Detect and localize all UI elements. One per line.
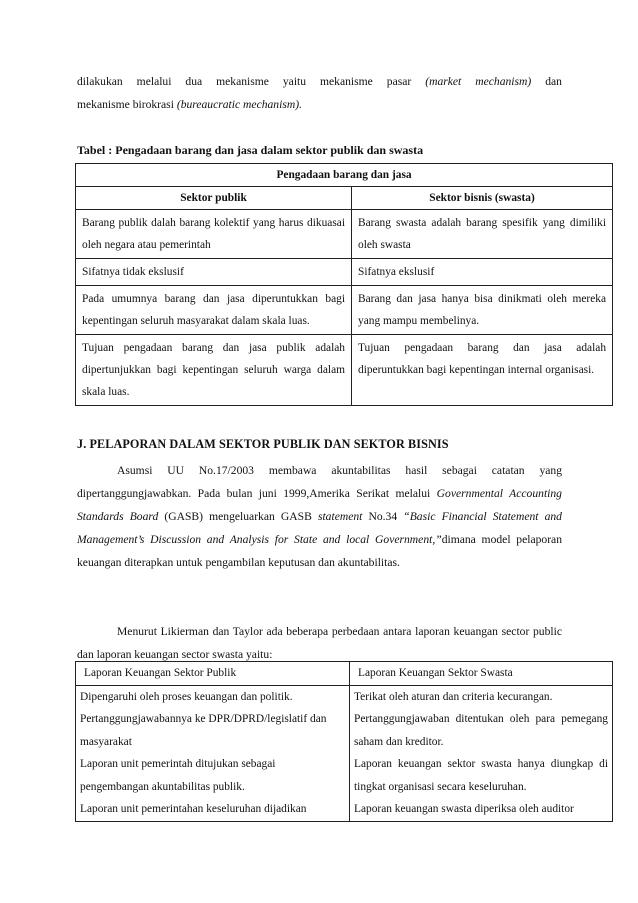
table-row xyxy=(76,286,613,335)
p1-text-a: Asumsi UU No.17/2003 membawa akuntabilitas hasil sebagai catatan yang dipertanggungjawabkan. Pada bulan juni 1999,Amerika Serikat melalui xyxy=(77,464,562,500)
table2-body-public xyxy=(76,685,350,821)
intro-line-2 xyxy=(77,93,562,116)
table2-col-public: Laporan Keuangan Sektor Publik xyxy=(76,662,350,686)
p1-italic-a: Governmental Accounting Standards Board xyxy=(77,487,562,523)
table1-cell-public: Pada umumnya barang dan jasa diperuntukkan bagi kepentingan seluruh masyarakat dalam skala luas. xyxy=(76,286,352,335)
table-row xyxy=(76,259,613,286)
intro-italic-a: (market mechanism) xyxy=(425,75,532,88)
table-row xyxy=(76,210,613,259)
table2-item-public: Dipengaruhi oleh proses keuangan dan politik. xyxy=(80,690,293,703)
table1-cell-private: Barang dan jasa hanya bisa dinikmati oleh mereka yang mampu membelinya. xyxy=(352,286,613,335)
intro-text-b: dan xyxy=(545,75,562,88)
table-row xyxy=(76,685,613,821)
table2-item-private: Pertanggungjawaban ditentukan oleh para pemegang saham dan kreditor. xyxy=(354,713,608,748)
table1-cell-public: Barang publik dalah barang kolektif yang harus dikuasai oleh negara atau pemerintah xyxy=(76,210,352,259)
table1-cell-public: Tujuan pengadaan barang dan jasa publik adalah dipertunjukkan bagi kepentingan seluruh warga dalam skala luas. xyxy=(76,335,352,406)
section-heading: J. PELAPORAN DALAM SEKTOR PUBLIK DAN SEKTOR BISNIS xyxy=(77,437,449,451)
procurement-table xyxy=(75,163,613,406)
report-comparison-table xyxy=(75,661,613,822)
section-paragraph-2: Menurut Likierman dan Taylor ada beberapa perbedaan antara laporan keuangan sector public dan laporan keuangan sector swasta yaitu: xyxy=(77,625,562,661)
p1-text-b: (GASB) mengeluarkan GASB xyxy=(164,510,312,523)
table2-item-public: Laporan unit pemerintahan keseluruhan dijadikan xyxy=(80,803,307,815)
p1-text-c: No.34 xyxy=(368,510,398,523)
table1-header: Pengadaan barang dan jasa xyxy=(76,164,613,187)
intro-text-c: mekanisme birokrasi xyxy=(77,98,174,111)
intro-text-a: dilakukan melalui dua mekanisme yaitu mekanisme pasar xyxy=(77,75,412,88)
table1-cell-private: Barang swasta adalah barang spesifik yang dimiliki oleh swasta xyxy=(352,210,613,259)
table-row xyxy=(76,335,613,406)
table2-item-public: Pertanggungjawabannya ke DPR/DPRD/legislatif dan masyarakat xyxy=(80,713,327,748)
intro-italic-b: (bureaucratic mechanism). xyxy=(176,98,302,111)
table2-item-private: Laporan keuangan swasta diperiksa oleh auditor xyxy=(354,803,574,815)
table1-col-public: Sektor publik xyxy=(76,187,352,210)
table2-item-public: Laporan unit pemerintah ditujukan sebagai pengembangan akuntabilitas publik. xyxy=(80,758,276,793)
table1-caption: Tabel : Pengadaan barang dan jasa dalam sektor publik dan swasta xyxy=(77,143,424,157)
table2-item-private: Laporan keuangan sektor swasta hanya diungkap di tingkat organisasi secara keseluruhan. xyxy=(354,758,608,793)
table1-col-private: Sektor bisnis (swasta) xyxy=(352,187,613,210)
p1-italic-c: “Basic Financial Statement and Management’s Discussion and Analysis for State and local Government,” xyxy=(77,510,562,546)
table2-item-private: Terikat oleh aturan dan criteria kecurangan. xyxy=(354,690,553,703)
table1-cell-private: Sifatnya ekslusif xyxy=(352,259,613,286)
table1-cell-private: Tujuan pengadaan barang dan jasa adalah diperuntukkan bagi kepentingan internal organisasi. xyxy=(352,335,613,406)
table2-body-private xyxy=(350,685,613,821)
table1-cell-public: Sifatnya tidak ekslusif xyxy=(76,259,352,286)
intro-paragraph xyxy=(77,70,562,116)
p1-italic-b: statement xyxy=(317,510,363,523)
section-paragraph-1 xyxy=(77,459,562,574)
intro-line-1 xyxy=(77,70,562,93)
table2-col-private: Laporan Keuangan Sektor Swasta xyxy=(350,662,613,686)
p1-text-d: dimana model pelaporan keuangan diterapkan untuk pengambilan keputusan dan akuntabilitas. xyxy=(77,533,562,569)
